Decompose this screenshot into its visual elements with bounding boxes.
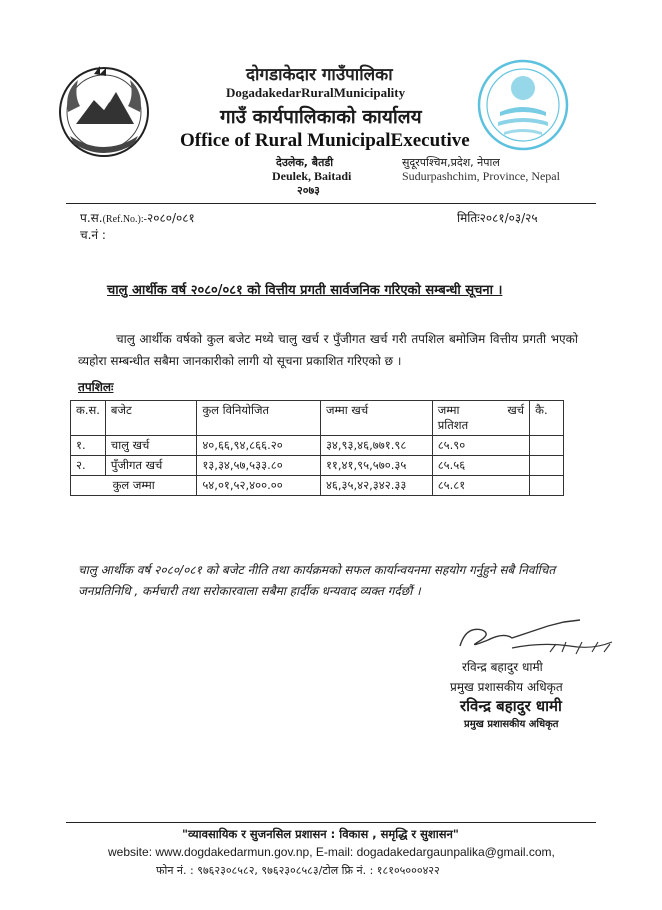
header-remarks: कै. [530, 401, 564, 436]
province-english: Sudurpashchim, Province, Nepal [402, 169, 560, 183]
total-percent: ८५.८१ [432, 476, 529, 496]
province-nepali: सुदूरपश्चिम,प्रदेश, नेपाल [402, 156, 500, 169]
thanks-note: चालु आर्थीक वर्ष २०८०/०८१ को बजेट नीति तथा कार्यक्रमको सफल कार्यान्वयनमा सहयोग गर्नुहुने सबै निर्वाचित जनप्रतिनिधि , कर्मचारी तथा सरोकारवाला सबैमा हार्दीक धन्यवाद व्यक्त गर्दछौं । [78, 563, 556, 598]
municipality-name-english: DogadakedarRuralMunicipality [226, 85, 406, 100]
office-name-english: Office of Rural MunicipalExecutive [180, 130, 470, 151]
footer-website-email: website: www.dogdakedarmun.gov.np, E-mail: dogadakedargaunpalika@gmail.com, [108, 845, 555, 859]
row-remarks [530, 456, 564, 476]
reference-number: प.स.(Ref.No.):-२०८०/०८१ [80, 211, 195, 225]
details-label: तपशिलः [78, 380, 114, 394]
office-seal-stamp [476, 58, 570, 152]
total-expense: ४६,३५,४२,३४२.३३ [320, 476, 432, 496]
total-remarks [530, 476, 564, 496]
header-expense: जम्मा खर्च [320, 401, 432, 436]
financial-progress-table [70, 400, 564, 496]
footer-phone: फोन नं. : ९७६२३०८५८२, ९७६२३०८५८३/टोल फ्रि नं. : १८१०५०००४२२ [156, 864, 440, 877]
header-percent: जम्मा खर्च प्रतिशत [432, 401, 529, 436]
nepal-emblem-logo [54, 62, 154, 160]
row-percent: ८५.५६ [432, 456, 529, 476]
location-english: Deulek, Baitadi [272, 169, 352, 183]
notice-subject: चालु आर्थीक वर्ष २०८०/०८१ को वित्तीय प्रगती सार्वजनिक गरिएको सम्बन्धी सूचना । [107, 283, 503, 298]
footer-motto: "व्यावसायिक र सुजनसिल प्रशासन : विकास , समृद्धि र सुशासन" [182, 827, 459, 841]
row-sn: १. [71, 436, 106, 456]
stamp-signatory-title: प्रमुख प्रशासकीय अधिकृत [464, 719, 559, 730]
location-nepali: देउलेक, बैतडी [276, 156, 334, 169]
office-name-nepali: गाउँ कार्यपालिकाको कार्यालय [220, 106, 422, 128]
total-allocated: ५४,०१,५२,४००.०० [197, 476, 321, 496]
header-divider [66, 203, 596, 204]
established-year: २०७३ [297, 184, 320, 197]
dispatch-number: च.नं : [80, 228, 106, 242]
row-budget: पुँजीगत खर्च [105, 456, 196, 476]
table-header-row [71, 401, 564, 436]
row-allocated: ४०,६६,९४,८६६.२० [197, 436, 321, 456]
stamp-signatory-name: रविन्द्र बहादुर धामी [460, 697, 562, 715]
row-remarks [530, 436, 564, 456]
row-expense: ११,४१,९५,५७०.३५ [320, 456, 432, 476]
row-budget: चालु खर्च [105, 436, 196, 456]
footer-divider [66, 822, 596, 823]
row-percent: ८५.९० [432, 436, 529, 456]
signatory-name: रविन्द्र बहादुर धामी [462, 660, 543, 674]
signatory-title: प्रमुख प्रशासकीय अधिकृत [450, 680, 563, 694]
row-allocated: १३,३४,५७,५३३.८० [197, 456, 321, 476]
row-sn: २. [71, 456, 106, 476]
table-row [71, 436, 564, 456]
header-budget: बजेट [105, 401, 196, 436]
table-row [71, 456, 564, 476]
total-label: कुल जम्मा [71, 476, 197, 496]
header-sn: क.स. [71, 401, 106, 436]
table-total-row [71, 476, 564, 496]
notice-body: चालु आर्थीक वर्षको कुल बजेट मध्ये चालु खर्च र पुँजीगत खर्च गरी तपशिल बमोजिम वित्तीय प्रगती भएको व्यहोरा सम्बन्धीत सबैमा जानकारीको लागी यो सूचना प्रकाशित गरिएको छ । [78, 332, 578, 368]
row-expense: ३४,९३,४६,७७१.९८ [320, 436, 432, 456]
header-allocated: कुल विनियोजित [197, 401, 321, 436]
letter-date: मितिः२०८१/०३/२५ [457, 211, 538, 225]
municipality-name-nepali: दोगडाकेदार गाउँपालिका [246, 65, 393, 85]
handwritten-signature [452, 612, 632, 662]
